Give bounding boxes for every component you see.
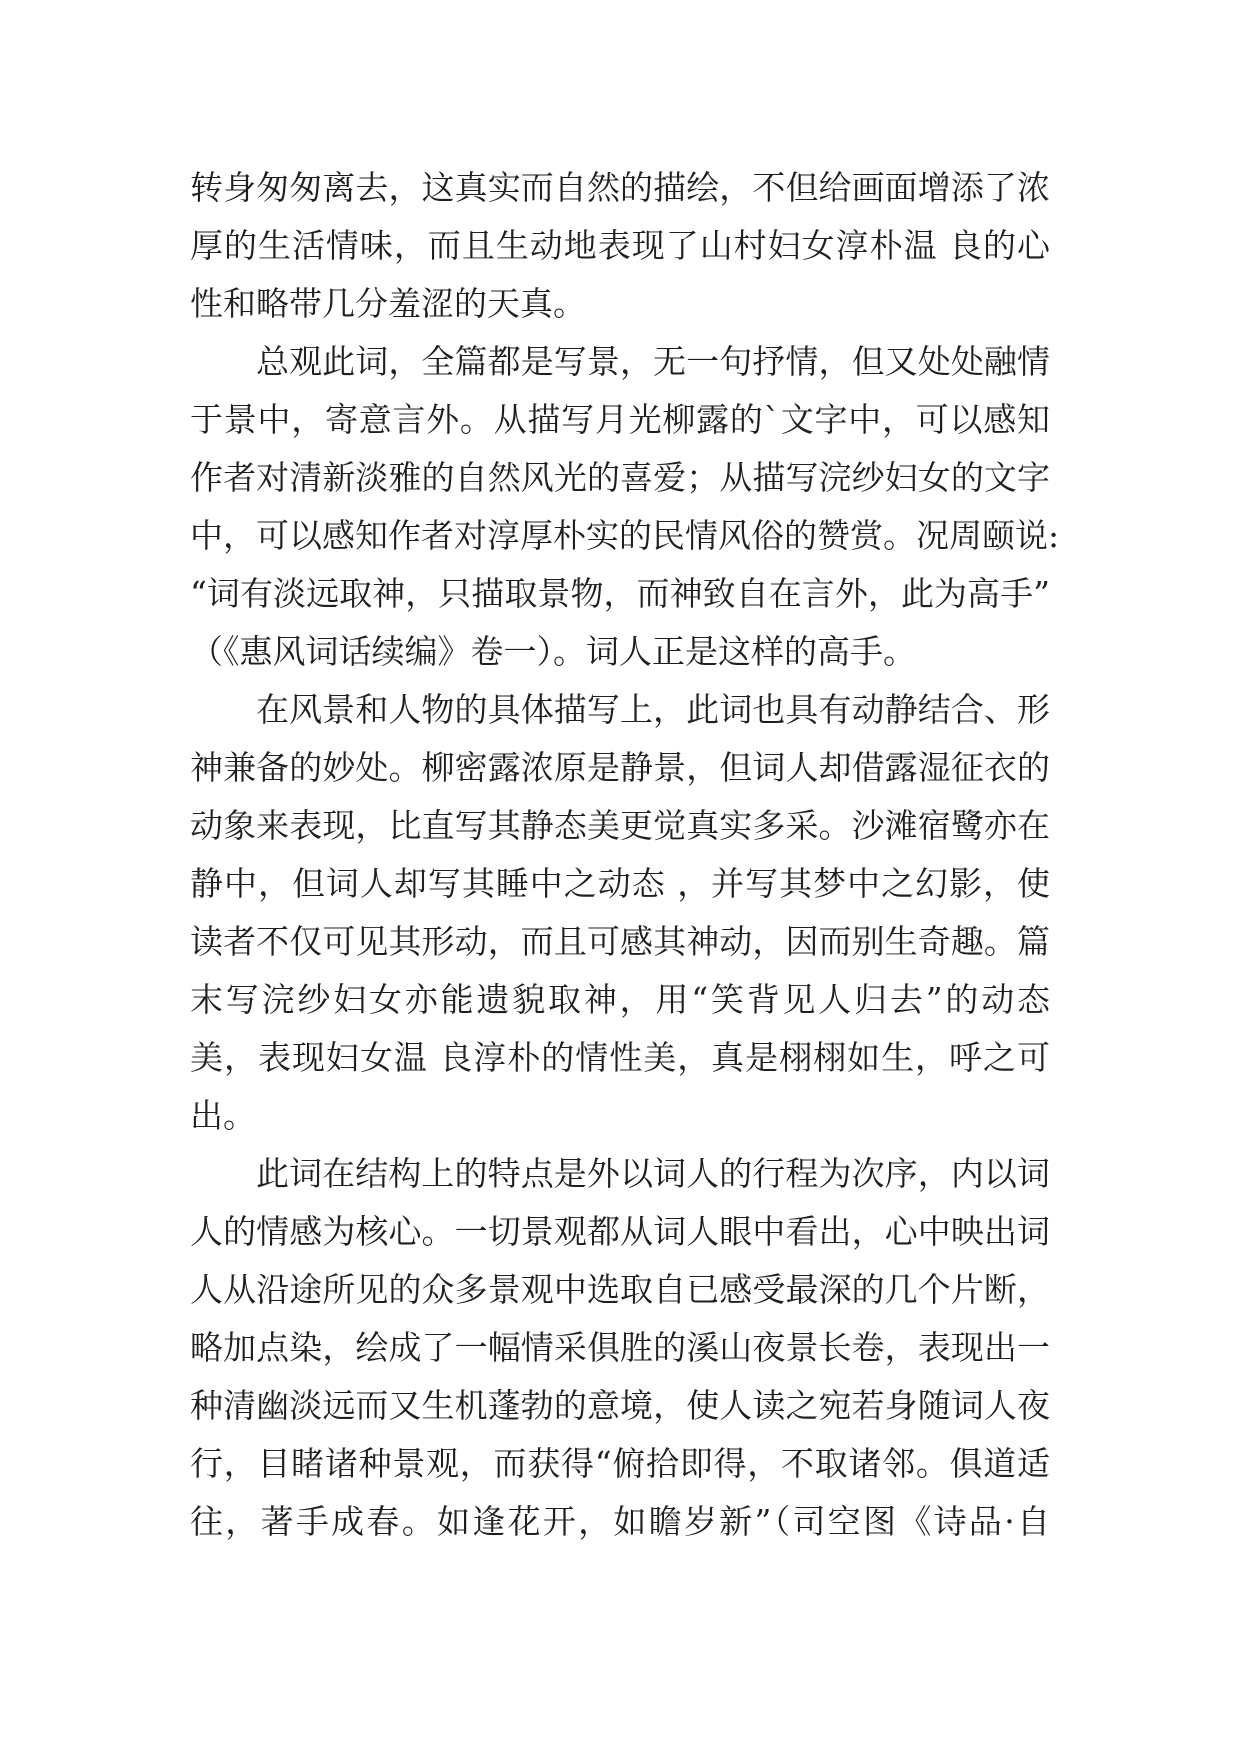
paragraph-first-line: 此词在结构上的特点是外以词人的行程为次序，内以词	[256, 1154, 1050, 1193]
text-line: 种清幽淡远而又生机蓬勃的意境，使人读之宛若身随词人夜	[190, 1386, 1050, 1425]
text-line: （《惠风词话续编》卷一）。词人正是这样的高手。	[190, 632, 916, 671]
text-line: 作者对清新淡雅的自然风光的喜爱；从描写浣纱妇女的文字	[190, 458, 1050, 497]
text-line: 中，可以感知作者对淳厚朴实的民情风俗的赞赏。况周颐说:	[190, 516, 1060, 555]
text-line: 厚的生活情味，而且生动地表现了山村妇女淳朴温 良的心	[190, 226, 1050, 265]
paragraph-first-line: 在风景和人物的具体描写上，此词也具有动静结合、形	[256, 690, 1050, 729]
text-line: 人从沿途所见的众多景观中选取自已感受最深的几个片断，	[190, 1270, 1050, 1309]
paragraph-first-line: 总观此词，全篇都是写景，无一句抒情，但又处处融情	[256, 342, 1050, 381]
text-line: 静中，但词人却写其睡中之动态 ，并写其梦中之幻影，使	[190, 864, 1050, 903]
text-line: 神兼备的妙处。柳密露浓原是静景，但词人却借露湿征衣的	[190, 748, 1050, 787]
text-line: 读者不仅可见其形动，而且可感其神动，因而别生奇趣。篇	[190, 922, 1050, 961]
text-line: 转身匆匆离去，这真实而自然的描绘，不但给画面增添了浓	[190, 168, 1050, 207]
text-line: 行，目睹诸种景观，而获得“俯拾即得，不取诸邻。俱道适	[190, 1444, 1050, 1483]
text-line: 动象来表现，比直写其静态美更觉真实多采。沙滩宿鹭亦在	[190, 806, 1050, 845]
text-line: 末写浣纱妇女亦能遗貌取神，用“笑背见人归去”的动态	[190, 980, 1050, 1019]
text-line: 于景中，寄意言外。从描写月光柳露的`文字中，可以感知	[190, 400, 1050, 439]
text-line: 美，表现妇女温 良淳朴的情性美，真是栩栩如生，呼之可	[190, 1038, 1050, 1077]
text-line: “词有淡远取神，只描取景物，而神致自在言外，此为高手”	[190, 574, 1050, 613]
text-line: 往，著手成春。如逢花开，如瞻岁新”（司空图《诗品·自	[190, 1502, 1050, 1541]
text-line: 性和略带几分羞涩的天真。	[190, 284, 586, 323]
text-line: 出。	[190, 1096, 256, 1135]
text-line: 人的情感为核心。一切景观都从词人眼中看出，心中映出词	[190, 1212, 1050, 1251]
text-line: 略加点染，绘成了一幅情采俱胜的溪山夜景长卷，表现出一	[190, 1328, 1050, 1367]
